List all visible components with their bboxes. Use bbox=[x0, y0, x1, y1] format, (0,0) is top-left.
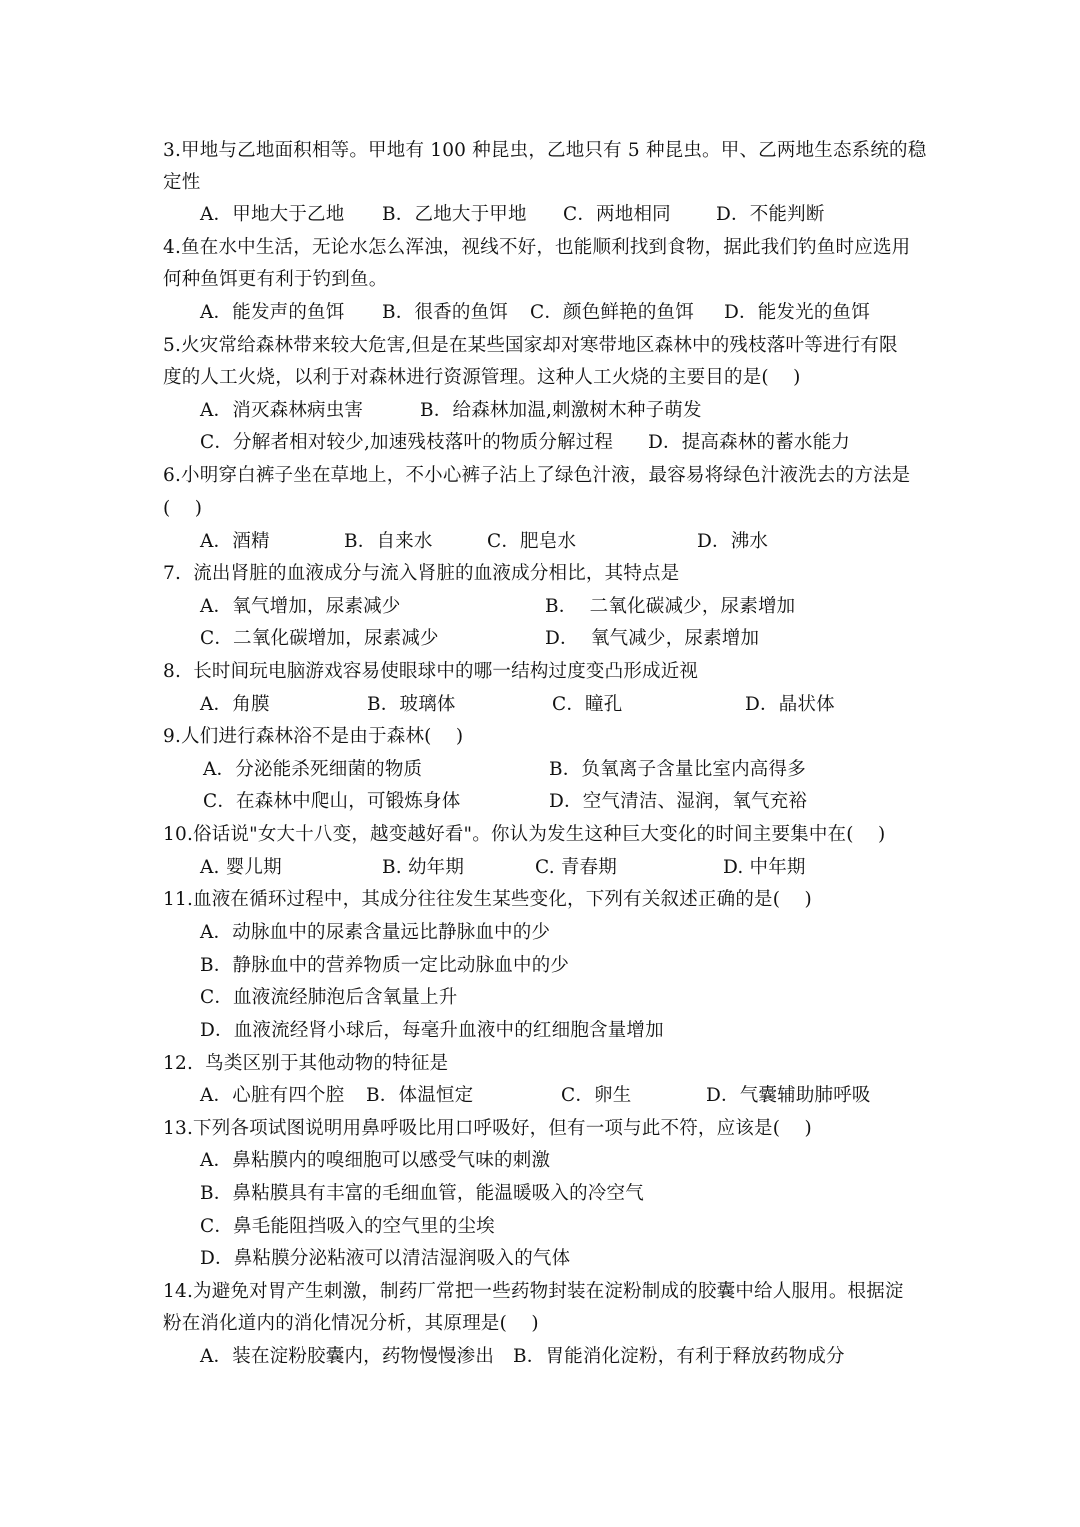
question-6-option-a: A．酒精 bbox=[200, 531, 270, 552]
question-13-option-b: B．鼻粘膜具有丰富的毛细血管，能温暖吸入的冷空气 bbox=[200, 1183, 644, 1204]
question-11-stem: 11.血液在循环过程中，其成分往往发生某些变化，下列有关叙述正确的是( ) bbox=[163, 889, 812, 910]
question-14-stem-line-1: 14.为避免对胃产生刺激，制药厂常把一些药物封装在淀粉制成的胶囊中给人服用。根据淀 bbox=[163, 1281, 904, 1302]
question-12-option-a: A．心脏有四个腔 bbox=[200, 1085, 345, 1106]
question-11-option-a: A．动脉血中的尿素含量远比静脉血中的少 bbox=[200, 922, 551, 943]
question-5-option-d: D．提高森林的蓄水能力 bbox=[648, 432, 851, 453]
question-7-stem: 7. 流出肾脏的血液成分与流入肾脏的血液成分相比，其特点是 bbox=[163, 563, 680, 584]
question-13-option-a: A．鼻粘膜内的嗅细胞可以感受气味的刺激 bbox=[200, 1150, 551, 1171]
question-14-stem-line-2: 粉在消化道内的消化情况分析，其原理是( ) bbox=[163, 1313, 539, 1334]
question-6-stem-line-2: ( ) bbox=[163, 498, 203, 519]
question-12-stem: 12. 鸟类区别于其他动物的特征是 bbox=[163, 1053, 449, 1074]
question-9-option-c: C．在森林中爬山，可锻炼身体 bbox=[203, 791, 461, 812]
question-8-option-a: A．角膜 bbox=[200, 694, 270, 715]
question-6-option-d: D．沸水 bbox=[697, 531, 769, 552]
question-5-option-a: A．消灭森林病虫害 bbox=[200, 400, 364, 421]
question-10-stem: 10.俗话说"女大十八变，越变越好看"。你认为发生这种巨大变化的时间主要集中在( ) bbox=[163, 824, 886, 845]
question-9-option-b: B．负氧离子含量比室内高得多 bbox=[549, 759, 806, 780]
question-5-stem-line-2: 度的人工火烧，以利于对森林进行资源管理。这种人工火烧的主要目的是( ) bbox=[163, 367, 801, 388]
question-7-option-a: A．氧气增加，尿素减少 bbox=[200, 596, 401, 617]
question-8-option-b: B．玻璃体 bbox=[367, 694, 456, 715]
question-11-option-b: B．静脉血中的营养物质一定比动脉血中的少 bbox=[200, 955, 570, 976]
question-8-option-d: D．晶状体 bbox=[745, 694, 835, 715]
question-9-stem: 9.人们进行森林浴不是由于森林( ) bbox=[163, 726, 464, 747]
question-11-option-d: D．血液流经肾小球后，每毫升血液中的红细胞含量增加 bbox=[200, 1020, 664, 1041]
question-6-option-c: C．肥皂水 bbox=[487, 531, 577, 552]
question-10-option-c: C. 青春期 bbox=[535, 857, 617, 878]
question-3-stem-line-2: 定性 bbox=[163, 172, 201, 193]
question-7-option-b: B． 二氧化碳减少，尿素增加 bbox=[545, 596, 796, 617]
question-4-option-d: D．能发光的鱼饵 bbox=[724, 302, 870, 323]
question-12-option-d: D．气囊辅助肺呼吸 bbox=[706, 1085, 871, 1106]
question-14-option-a: A．装在淀粉胶囊内，药物慢慢渗出 bbox=[200, 1346, 495, 1367]
question-13-option-d: D．鼻粘膜分泌粘液可以清洁湿润吸入的气体 bbox=[200, 1248, 571, 1269]
question-10-option-a: A. 婴儿期 bbox=[200, 857, 282, 878]
question-4-stem-line-1: 4.鱼在水中生活，无论水怎么浑浊，视线不好，也能顺利找到食物，据此我们钓鱼时应选用 bbox=[163, 237, 911, 258]
question-6-option-b: B．自来水 bbox=[344, 531, 433, 552]
question-12-option-b: B．体温恒定 bbox=[366, 1085, 474, 1106]
question-3-option-a: A．甲地大于乙地 bbox=[200, 204, 345, 225]
question-4-option-b: B．很香的鱼饵 bbox=[382, 302, 508, 323]
question-12-option-c: C．卵生 bbox=[561, 1085, 632, 1106]
question-3-option-b: B．乙地大于甲地 bbox=[382, 204, 527, 225]
question-9-option-d: D．空气清洁、湿润，氧气充裕 bbox=[549, 791, 808, 812]
question-9-option-a: A．分泌能杀死细菌的物质 bbox=[203, 759, 423, 780]
question-5-option-c: C．分解者相对较少,加速残枝落叶的物质分解过程 bbox=[200, 432, 614, 453]
question-4-stem-line-2: 何种鱼饵更有利于钓到鱼。 bbox=[163, 269, 388, 290]
question-10-option-b: B. 幼年期 bbox=[382, 857, 465, 878]
question-13-stem: 13.下列各项试图说明用鼻呼吸比用口呼吸好，但有一项与此不符，应该是( ) bbox=[163, 1118, 812, 1139]
question-7-option-c: C．二氧化碳增加，尿素减少 bbox=[200, 628, 439, 649]
question-4-option-a: A．能发声的鱼饵 bbox=[200, 302, 345, 323]
question-3-option-d: D．不能判断 bbox=[716, 204, 825, 225]
question-7-option-d: D． 氧气减少，尿素增加 bbox=[545, 628, 760, 649]
question-8-option-c: C．瞳孔 bbox=[552, 694, 623, 715]
question-5-option-b: B．给森林加温,刺激树木种子萌发 bbox=[420, 400, 702, 421]
question-6-stem-line-1: 6.小明穿白裤子坐在草地上，不小心裤子沾上了绿色汁液，最容易将绿色汁液洗去的方法是 bbox=[163, 465, 911, 486]
question-3-stem-line-1: 3.甲地与乙地面积相等。甲地有 100 种昆虫，乙地只有 5 种昆虫。甲、乙两地生态系统的稳 bbox=[163, 140, 927, 161]
question-14-option-b: B．胃能消化淀粉，有利于释放药物成分 bbox=[513, 1346, 845, 1367]
question-13-option-c: C．鼻毛能阻挡吸入的空气里的尘埃 bbox=[200, 1216, 495, 1237]
question-11-option-c: C．血液流经肺泡后含氧量上升 bbox=[200, 987, 458, 1008]
question-10-option-d: D. 中年期 bbox=[723, 857, 806, 878]
question-3-option-c: C．两地相同 bbox=[563, 204, 671, 225]
question-5-stem-line-1: 5.火灾常给森林带来较大危害,但是在某些国家却对寒带地区森林中的残枝落叶等进行有限 bbox=[163, 335, 898, 356]
question-4-option-c: C．颜色鲜艳的鱼饵 bbox=[530, 302, 694, 323]
question-8-stem: 8. 长时间玩电脑游戏容易使眼球中的哪一结构过度变凸形成近视 bbox=[163, 661, 699, 682]
